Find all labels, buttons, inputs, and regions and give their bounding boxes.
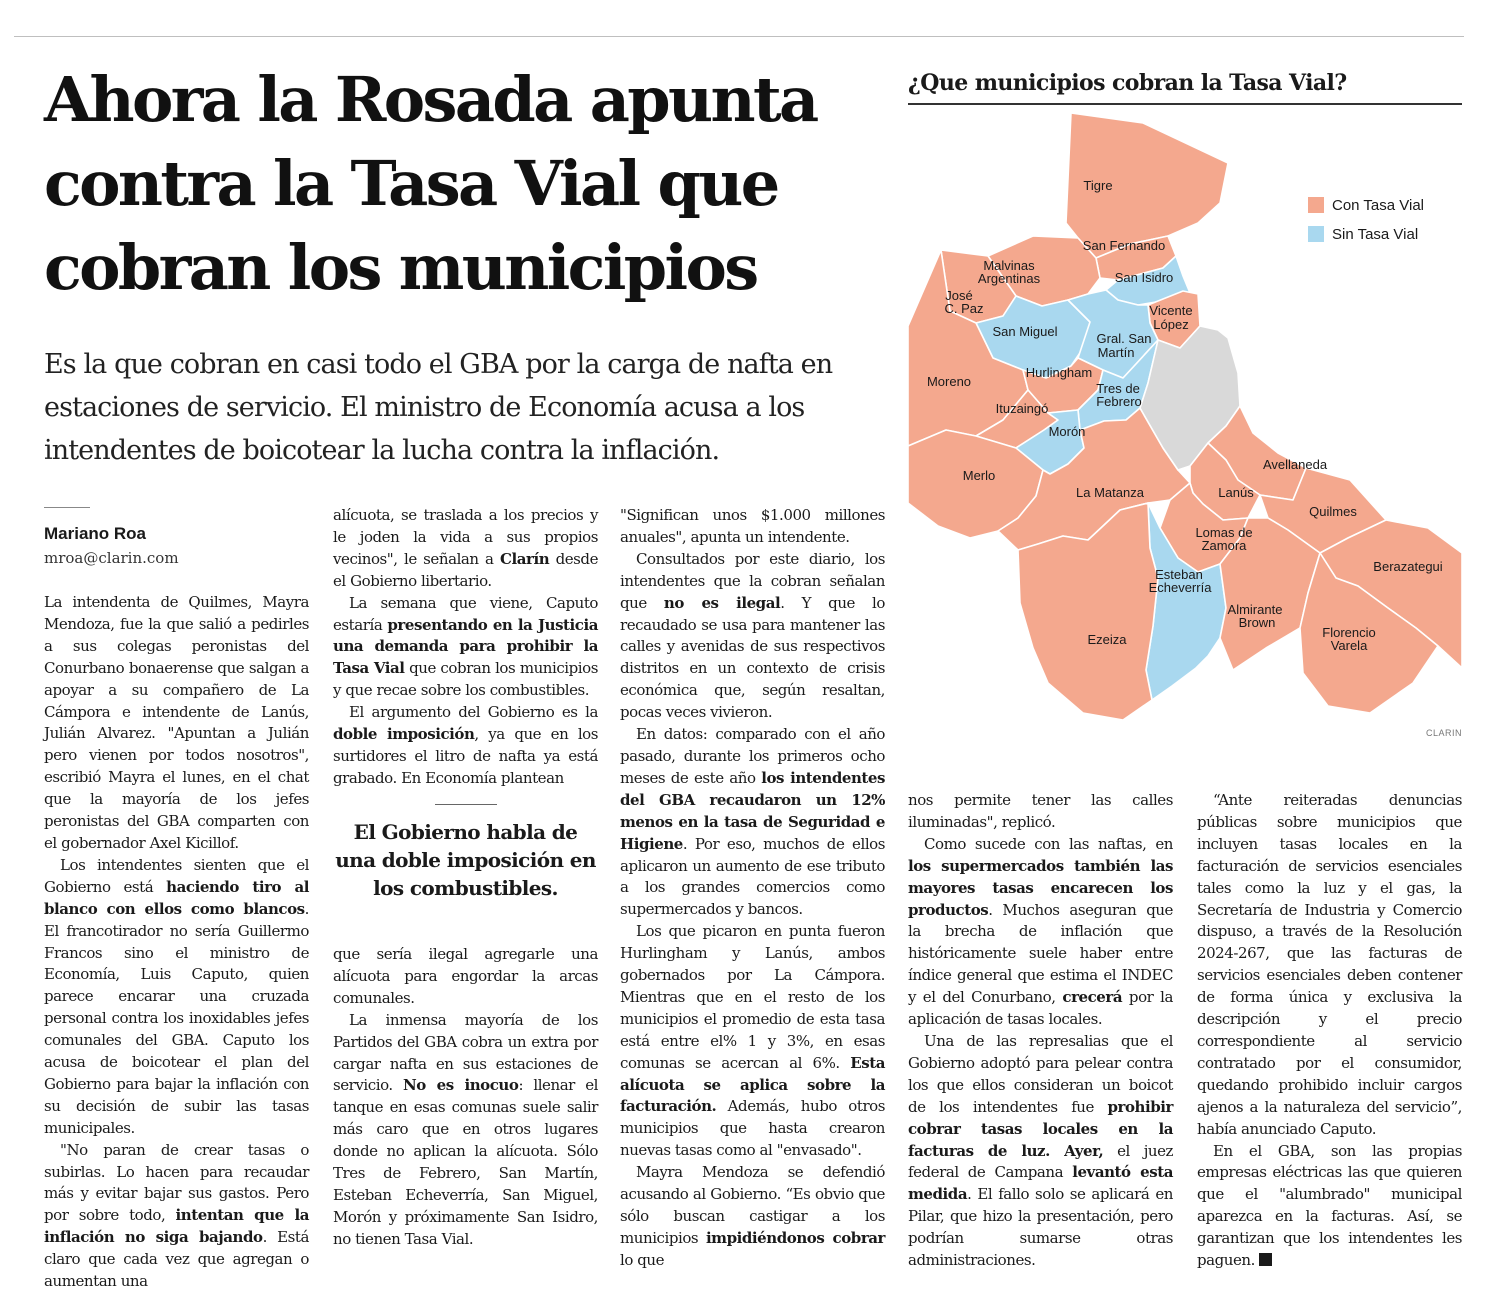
text-run: lo que	[620, 1250, 665, 1269]
deck-subtitle: Es la que cobran en casi todo el GBA por la carga de nafta en estaciones de servicio. El ministro de Economía acusa a los intendentes de boicotear la lucha contra la inflación.	[44, 349, 833, 466]
text-run: Una de las represalias que el Gobierno adoptó para pelear contra los que ellos consideran un boicot de los intendentes fue	[908, 1031, 1173, 1116]
paragraph	[333, 505, 598, 593]
tasa-vial-map	[908, 108, 1462, 724]
text-run: En el GBA, son las propias empresas eléctricas las que quieren que el "alumbrado" municipal aparezca en la facturas. Así, se garantizan que los intendentes les paguen.	[1197, 1141, 1462, 1270]
label-gral-san-martin-2: Martín	[1097, 345, 1135, 360]
bold-run: intentan que la inflación no siga bajando	[44, 1206, 309, 1247]
bold-run: los supermercados también las mayores tasas encarecen los productos	[908, 856, 1173, 919]
bold-run: los intendentes del GBA recaudaron un 12% menos en la tasa de Seguridad e Higiene	[620, 768, 885, 853]
label-merlo: Merlo	[962, 468, 996, 483]
paragraph	[333, 944, 598, 1010]
label-ituzaingo: Ituzaingó	[995, 401, 1049, 416]
label-lomas-de-zamora-1: Lomas de	[1195, 525, 1253, 540]
label-lanus: Lanús	[1218, 485, 1254, 500]
text-run: La intendenta de Quilmes, Mayra Mendoza, fue la que salió a pedirles a sus colegas peronistas del Conurbano bonaerense que salgan a apoyar a su compañero de La Cámpora e intendente de Lanús, Julián Alvarez. "Apuntan a Julián pero vienen por todos nosotros", escribió Mayra el lunes, en el chat que la mayoría de los jefes peronistas del GBA comparten con el gobernador Axel Kicillof.	[44, 593, 309, 852]
map-title: ¿Que municipios cobran la Tasa Vial?	[908, 70, 1347, 96]
paragraph	[620, 724, 885, 921]
text-run: desde el Gobierno libertario.	[333, 549, 598, 590]
paragraph	[908, 834, 1173, 1031]
bold-run: crecerá	[1062, 988, 1123, 1007]
paragraph	[44, 1140, 309, 1293]
label-san-fernando: San Fernando	[1082, 238, 1166, 253]
bold-run: No es inocuo	[403, 1076, 519, 1095]
paragraph	[44, 855, 309, 1140]
label-ezeiza: Ezeiza	[1087, 632, 1127, 647]
body-column-2-bottom	[333, 944, 598, 1251]
text-run: . Por eso, muchos de ellos aplicaron un aumento de ese tributo a los grandes comercios como supermercados y bancos.	[620, 834, 885, 919]
pullquote: El Gobierno habla de una doble imposición en los combustibles.	[335, 820, 596, 900]
paragraph	[1197, 1141, 1462, 1272]
end-mark-icon	[1259, 1253, 1272, 1266]
text-run: . Muchos aseguran que la brecha de inflación que históricamente suele haber entre índice general que estima el INDEC y el del Conurbano,	[908, 900, 1173, 1007]
text-run: alícuota, se traslada a los precios y le joden la vida a sus propios vecinos", le señalan a	[333, 506, 598, 568]
body-column-2-top	[333, 505, 598, 790]
text-run: . Está claro que cada vez que agregan o aumentan una	[44, 1228, 309, 1291]
label-hurlingham: Hurlingham	[1025, 365, 1093, 380]
headline: Ahora la Rosada apunta contra la Tasa Vial que cobran los municipios	[44, 63, 817, 304]
bold-run: presentando en la Justicia una demanda para prohibir la Tasa Vial	[333, 615, 598, 678]
label-esteban-echeverria-2: Echeverría	[1148, 580, 1212, 595]
bold-run: doble imposición	[333, 725, 475, 744]
text-run: "Significan unos $1.000 millones anuales", apunta un intendente.	[620, 506, 885, 546]
bold-run: haciendo tiro al blanco con ellos como blancos	[44, 877, 309, 918]
text-run: Mayra Mendoza se defendió acusando al Gobierno. “Es obvio que sólo buscan castigar a los municipios	[620, 1163, 885, 1247]
pullquote-rule	[435, 804, 497, 805]
top-rule	[14, 36, 1464, 37]
label-tres-de-febrero-1: Tres de	[1096, 381, 1140, 396]
label-malvinas-1: Malvinas	[983, 258, 1035, 273]
bold-run: Clarín	[499, 549, 550, 568]
paragraph	[333, 1010, 598, 1251]
body-column-3	[620, 505, 885, 1272]
label-moron: Morón	[1048, 424, 1086, 439]
map-title-rule	[908, 103, 1462, 105]
text-run: “Ante reiteradas denuncias públicas sobre municipios que incluyen tasas locales en la facturación de servicios esenciales tales como la luz y el gas, la Secretaría de Industria y Comercio dispuso, a través de la Resolución 2024-267, que las facturas de servicios esenciales deben contener de forma única y exclusiva la descripción y el precio correspondiente al servicio contratado por el consumidor, quedando prohibido incluir cargos ajenos a la naturaleza del servicio”, había anunciado Caputo.	[1197, 791, 1462, 1138]
body-column-5	[1197, 790, 1462, 1272]
bold-run: impidiéndonos cobrar	[705, 1228, 885, 1247]
text-run: . El fallo solo se aplicará en Pilar, que hizo la presentación, pero podrían sumarse otras administraciones.	[908, 1185, 1173, 1270]
paragraph	[620, 1162, 885, 1272]
label-quilmes: Quilmes	[1309, 504, 1357, 519]
body-column-4	[908, 790, 1173, 1272]
label-florencio-varela-1: Florencio	[1322, 625, 1376, 640]
label-san-miguel: San Miguel	[992, 324, 1058, 339]
legend-swatch-con	[1308, 197, 1324, 213]
label-vicente-lopez-2: López	[1153, 317, 1189, 332]
bold-run: no es ilegal	[663, 593, 781, 612]
label-la-matanza: La Matanza	[1076, 485, 1144, 500]
paragraph	[620, 505, 885, 549]
bold-run: prohibir cobrar tasas locales en la facturas de luz. Ayer,	[908, 1097, 1173, 1160]
text-run: : llenar el tanque en esas comunas suele salir más caro que en otros lugares donde no aplican la alícuota. Sólo Tres de Febrero, San Martín, Esteban Echeverría, San Miguel, Morón y próximamente San Isidro, no tienen Tasa Vial.	[333, 1076, 598, 1248]
author-email[interactable]: mroa@clarin.com	[44, 549, 179, 567]
text-run: "No paran de crear tasas o subirlas. Lo hacen para recaudar más y evitar bajar sus gastos. Pero por sobre todo,	[44, 1140, 309, 1225]
label-esteban-echeverria-1: Esteban	[1155, 567, 1203, 582]
text-run: El argumento del Gobierno es la	[349, 703, 598, 722]
label-tigre: Tigre	[1083, 178, 1113, 193]
text-run: Los que picaron en punta fueron Hurlingham y Lanús, ambos gobernados por La Cámpora. Mientras que en el resto de los municipios el promedio de esta tasa está entre el% 1 y 3%, en esas comunas se acercan al 6%.	[620, 922, 885, 1072]
paragraph	[1197, 790, 1462, 1141]
text-run: por la aplicación de tasas locales.	[908, 988, 1173, 1029]
legend-label-sin: Sin Tasa Vial	[1332, 226, 1419, 243]
text-run: . El francotirador no sería Guillermo Francos sino el ministro de Economía, Luis Caputo, quien parece encarar una cruzada personal contra los inoxidables jefes comunales del GBA. Caputo los acusa de boicotear el plan del Gobierno para bajar la inflación con su decisión de subir las tasas municipales.	[44, 899, 309, 1137]
legend-label-con: Con Tasa Vial	[1332, 197, 1425, 214]
label-lomas-de-zamora-2: Zamora	[1201, 538, 1247, 553]
text-run: Los intendentes sienten que el Gobierno está	[44, 855, 309, 896]
text-run: En datos: comparado con el año pasado, durante los primeros ocho meses de este año	[620, 725, 885, 787]
label-florencio-varela-2: Varela	[1330, 638, 1368, 653]
paragraph	[620, 549, 885, 724]
legend-swatch-sin	[1308, 226, 1324, 242]
label-berazategui: Berazategui	[1373, 559, 1443, 574]
bold-run: Esta alícuota se aplica sobre la facturación.	[620, 1053, 885, 1116]
map-credit: CLARIN	[1426, 728, 1463, 738]
bold-run: levantó esta medida	[908, 1163, 1173, 1204]
label-moreno: Moreno	[926, 374, 972, 389]
paragraph	[333, 702, 598, 790]
text-run: , ya que en los surtidores el litro de nafta ya está grabado. En Economía plantean	[333, 725, 598, 787]
paragraph	[333, 593, 598, 703]
text-run: Además, hubo otros municipios que hasta crearon nuevas tasas como al "envasado".	[620, 1097, 885, 1160]
label-tres-de-febrero-2: Febrero	[1096, 394, 1142, 409]
paragraph	[908, 1031, 1173, 1272]
byline-rule	[44, 507, 90, 508]
paragraph	[908, 790, 1173, 834]
text-run: Consultados por este diario, los intendentes que la cobran señalan que	[620, 549, 885, 612]
label-vicente-lopez-1: Vicente	[1149, 303, 1193, 318]
body-column-1	[44, 592, 309, 1293]
author-name: Mariano Roa	[44, 524, 147, 543]
label-gral-san-martin-1: Gral. San	[1096, 331, 1152, 346]
text-run: nos permite tener las calles iluminadas", replicó.	[908, 791, 1173, 831]
paragraph	[620, 921, 885, 1162]
text-run: que cobran los municipios y que recae sobre los combustibles.	[333, 659, 598, 700]
label-malvinas-2: Argentinas	[977, 271, 1041, 286]
text-run: Como sucede con las naftas, en	[924, 834, 1173, 853]
label-avellaneda: Avellaneda	[1262, 457, 1328, 472]
paragraph	[44, 592, 309, 855]
label-almirante-brown-2: Brown	[1238, 615, 1276, 630]
label-san-isidro: San Isidro	[1114, 270, 1174, 285]
label-jose-c-paz-2: C. Paz	[944, 301, 984, 316]
text-run: La inmensa mayoría de los Partidos del GBA cobra un extra por cargar nafta en sus estaciones de servicio.	[333, 1010, 598, 1095]
text-run: que sería ilegal agregarle una alícuota para engordar la arcas comunales.	[333, 945, 598, 1007]
text-run: el juez federal de Campana	[908, 1141, 1173, 1182]
text-run: La semana que viene, Caputo estaría	[333, 593, 598, 634]
text-run: . Y que lo recaudado se usa para mantener las calles y avenidas de sus respectivos distritos en un contexto de crisis económica que, según resaltan, pocas veces vivieron.	[620, 593, 885, 722]
label-almirante-brown-1: Almirante	[1227, 602, 1283, 617]
label-jose-c-paz-1: José	[945, 288, 973, 303]
